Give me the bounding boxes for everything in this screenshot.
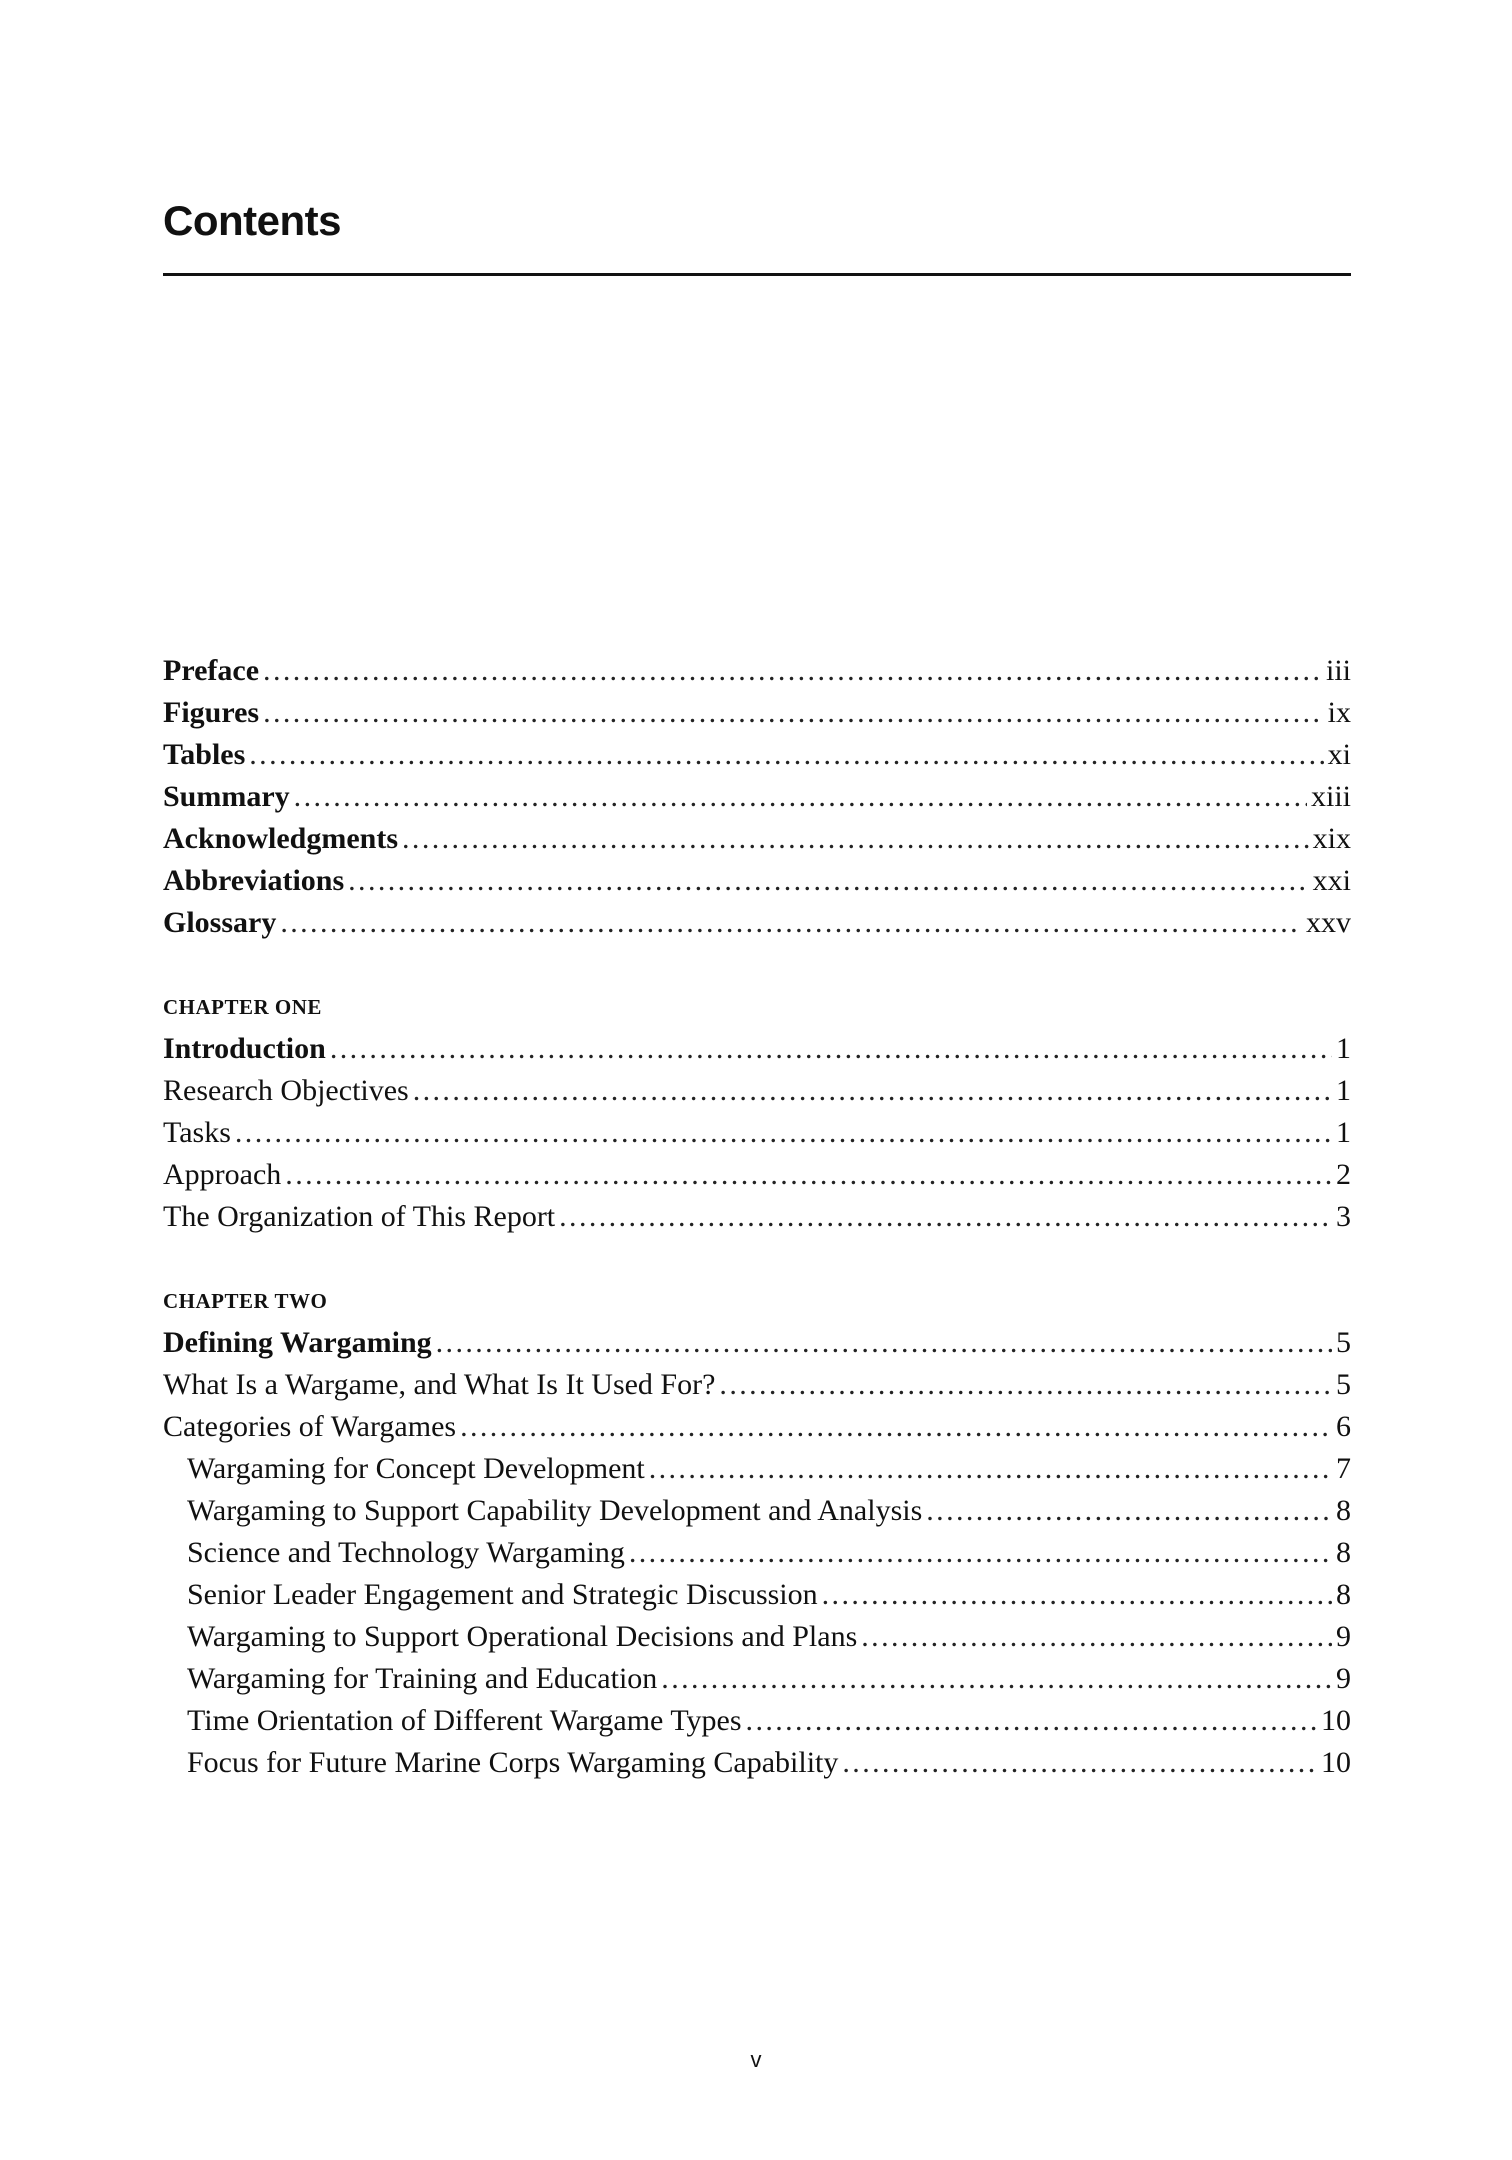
- toc-entry-page: 10: [1321, 1746, 1351, 1779]
- toc-entry-acknowledgments[interactable]: [163, 818, 1351, 860]
- toc-entry-title: Time Orientation of Different Wargame Types: [187, 1704, 742, 1737]
- dot-leader: [249, 734, 1323, 776]
- toc-entry-title: Figures: [163, 696, 260, 729]
- table-of-contents: [163, 650, 1351, 1784]
- toc-entry-preface[interactable]: [163, 650, 1351, 692]
- toc-entry-title: Summary: [163, 780, 290, 813]
- dot-leader: [926, 1490, 1332, 1532]
- toc-entry-page: xiii: [1310, 780, 1351, 813]
- toc-entry-page: ix: [1327, 696, 1351, 729]
- toc-entry-subsection[interactable]: [163, 1448, 1351, 1490]
- toc-entry-section[interactable]: [163, 1112, 1351, 1154]
- dot-leader: [348, 860, 1309, 902]
- toc-entry-title: Approach: [163, 1158, 282, 1191]
- page-title: Contents: [163, 197, 341, 244]
- toc-entry-page: iii: [1325, 654, 1351, 687]
- dot-leader: [661, 1658, 1332, 1700]
- toc-entry-figures[interactable]: [163, 692, 1351, 734]
- toc-entry-chapter-title[interactable]: [163, 1028, 1351, 1070]
- toc-entry-subsection[interactable]: [163, 1490, 1351, 1532]
- toc-entry-glossary[interactable]: [163, 902, 1351, 944]
- dot-leader: [629, 1532, 1332, 1574]
- dot-leader: [436, 1322, 1332, 1364]
- dot-leader: [842, 1742, 1317, 1784]
- toc-entry-page: 8: [1336, 1494, 1351, 1527]
- dot-leader: [746, 1700, 1317, 1742]
- dot-leader: [649, 1448, 1332, 1490]
- dot-leader: [330, 1028, 1332, 1070]
- toc-entry-page: 8: [1336, 1536, 1351, 1569]
- toc-entry-chapter-title[interactable]: [163, 1322, 1351, 1364]
- chapter-label: CHAPTER TWO: [163, 1289, 328, 1313]
- dot-leader: [263, 692, 1324, 734]
- toc-entry-page: 6: [1336, 1410, 1351, 1443]
- toc-entry-title: Wargaming for Concept Development: [187, 1452, 645, 1485]
- toc-entry-title: Categories of Wargames: [163, 1410, 457, 1443]
- toc-entry-page: 1: [1336, 1032, 1351, 1065]
- toc-entry-page: 3: [1336, 1200, 1351, 1233]
- toc-entry-page: 5: [1336, 1368, 1351, 1401]
- toc-entry-page: xxv: [1306, 906, 1351, 939]
- toc-entry-page: 10: [1321, 1704, 1351, 1737]
- dot-leader: [460, 1406, 1332, 1448]
- toc-entry-title: Abbreviations: [163, 864, 345, 897]
- dot-leader: [559, 1196, 1332, 1238]
- toc-entry-page: 9: [1336, 1662, 1351, 1695]
- toc-entry-subsection[interactable]: [163, 1658, 1351, 1700]
- toc-entry-title: Senior Leader Engagement and Strategic Discussion: [187, 1578, 818, 1611]
- toc-entry-section[interactable]: [163, 1364, 1351, 1406]
- dot-leader: [294, 776, 1307, 818]
- toc-entry-title: Acknowledgments: [163, 822, 399, 855]
- dot-leader: [280, 902, 1302, 944]
- toc-entry-title: Defining Wargaming: [163, 1326, 432, 1359]
- toc-entry-page: 1: [1336, 1116, 1351, 1149]
- dot-leader: [861, 1616, 1332, 1658]
- toc-entry-page: 1: [1336, 1074, 1351, 1107]
- toc-entry-section[interactable]: [163, 1196, 1351, 1238]
- toc-entry-title: Wargaming for Training and Education: [187, 1662, 658, 1695]
- toc-entry-page: 5: [1336, 1326, 1351, 1359]
- toc-entry-section[interactable]: [163, 1070, 1351, 1112]
- title-rule: [163, 273, 1351, 276]
- toc-entry-page: 8: [1336, 1578, 1351, 1611]
- toc-entry-page: xix: [1312, 822, 1351, 855]
- dot-leader: [235, 1112, 1332, 1154]
- toc-entry-subsection[interactable]: [163, 1700, 1351, 1742]
- page-number: v: [750, 2047, 762, 2072]
- toc-entry-subsection[interactable]: [163, 1742, 1351, 1784]
- dot-leader: [413, 1070, 1332, 1112]
- toc-entry-title: Tasks: [163, 1116, 231, 1149]
- toc-entry-title: Wargaming to Support Operational Decisions and Plans: [187, 1620, 858, 1653]
- toc-entry-tables[interactable]: [163, 734, 1351, 776]
- toc-entry-title: Research Objectives: [163, 1074, 409, 1107]
- toc-entry-abbreviations[interactable]: [163, 860, 1351, 902]
- dot-leader: [822, 1574, 1332, 1616]
- toc-entry-page: 9: [1336, 1620, 1351, 1653]
- toc-entry-subsection[interactable]: [163, 1532, 1351, 1574]
- toc-entry-title: Introduction: [163, 1032, 326, 1065]
- toc-entry-title: Glossary: [163, 906, 277, 939]
- toc-entry-section[interactable]: [163, 1406, 1351, 1448]
- toc-entry-section[interactable]: [163, 1154, 1351, 1196]
- toc-entry-subsection[interactable]: [163, 1616, 1351, 1658]
- toc-entry-page: 2: [1336, 1158, 1351, 1191]
- toc-entry-page: xxi: [1312, 864, 1351, 897]
- toc-entry-subsection[interactable]: [163, 1574, 1351, 1616]
- dot-leader: [263, 650, 1322, 692]
- toc-entry-page: 7: [1336, 1452, 1351, 1485]
- chapter-label: CHAPTER ONE: [163, 995, 322, 1019]
- dot-leader: [285, 1154, 1332, 1196]
- toc-entry-title: Preface: [163, 654, 260, 687]
- toc-entry-title: The Organization of This Report: [163, 1200, 556, 1233]
- dot-leader: [402, 818, 1309, 860]
- toc-entry-summary[interactable]: [163, 776, 1351, 818]
- toc-entry-title: Focus for Future Marine Corps Wargaming Capability: [187, 1746, 839, 1779]
- toc-entry-title: Tables: [163, 738, 246, 771]
- toc-entry-title: Wargaming to Support Capability Development and Analysis: [187, 1494, 923, 1527]
- toc-entry-title: Science and Technology Wargaming: [187, 1536, 625, 1569]
- dot-leader: [719, 1364, 1332, 1406]
- toc-entry-title: What Is a Wargame, and What Is It Used For?: [163, 1368, 716, 1401]
- toc-entry-page: xi: [1327, 738, 1351, 771]
